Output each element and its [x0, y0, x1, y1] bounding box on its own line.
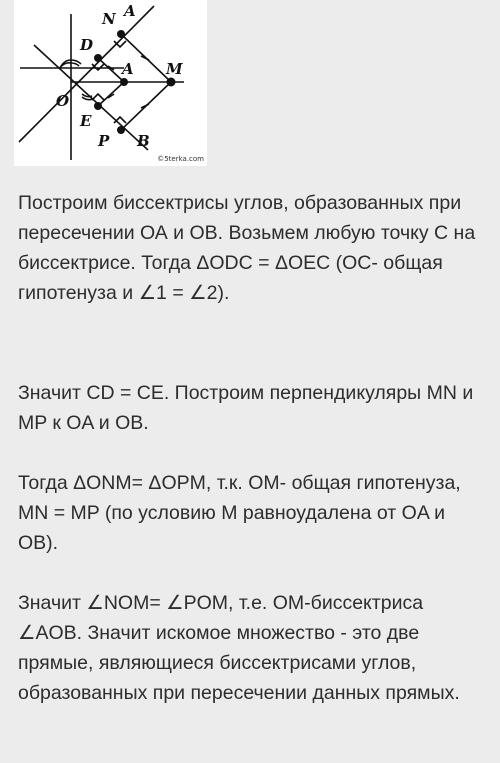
point-m [167, 78, 176, 87]
segment-da [98, 58, 124, 82]
label-d: D [80, 36, 94, 54]
right-angle-e [92, 94, 104, 100]
paragraph-4: Значит ∠NOM= ∠POM, т.е. OM-биссектриса ∠AOB. Значит искомое множество - это две прямые, являющиеся биссектрисами углов, образованных при пересечении данных прямых. [18, 592, 460, 704]
geometry-figure [14, 0, 207, 166]
paragraph-2: Значит CD = CE. Построим перпендикуляры MN и MP к OA и OB. [18, 382, 474, 434]
point-n [117, 30, 125, 38]
paragraph-3: Тогда ΔONM= ΔOPM, т.к. OM- общая гипотенуза, MN = MP (по условию M равноудалена от OA и OB). [18, 472, 461, 554]
angle-arc-2b [71, 63, 79, 66]
point-a [120, 78, 128, 86]
label-p: P [98, 132, 110, 150]
point-d [94, 54, 102, 62]
label-a-top: A [124, 2, 136, 20]
watermark: ©5terka.com [157, 155, 204, 163]
label-m: M [166, 60, 183, 78]
geometry-diagram [14, 0, 207, 166]
label-b: B [137, 132, 150, 150]
point-e [94, 102, 102, 110]
segment-ea [98, 82, 124, 106]
paragraph-1: Построим биссектрисы углов, образованных при пересечении ОА и ОВ. Возьмем любую точку С на биссектрисе. Тогда ΔODC = ΔOEC (OC- общая гипотенуза и ∠1 = ∠2). [18, 192, 476, 304]
point-p [117, 126, 125, 134]
label-o: O [56, 92, 70, 110]
label-a-mid: A [122, 60, 134, 78]
label-n: N [102, 10, 116, 28]
label-e: E [80, 112, 92, 130]
